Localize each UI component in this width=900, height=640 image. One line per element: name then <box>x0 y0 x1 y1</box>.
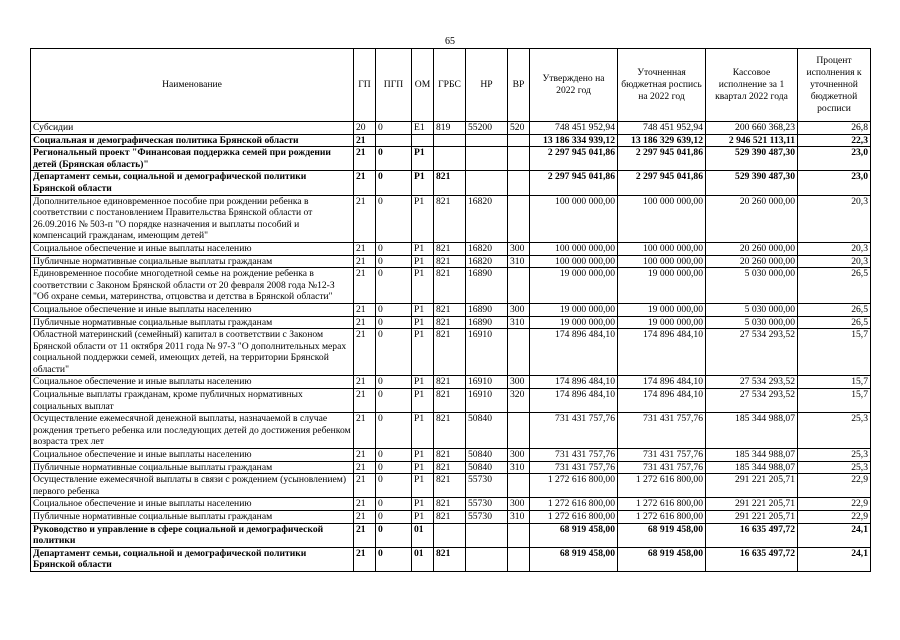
cell-gp: 21 <box>354 268 376 304</box>
cell-cash: 291 221 205,71 <box>706 511 798 524</box>
cell-cash: 5 030 000,00 <box>706 268 798 304</box>
cell-revised: 174 896 484,10 <box>618 376 706 389</box>
cell-cash: 5 030 000,00 <box>706 316 798 329</box>
cell-om: 01 <box>412 523 434 547</box>
cell-approved: 748 451 952,94 <box>530 122 618 135</box>
cell-approved: 13 186 334 939,12 <box>530 134 618 147</box>
cell-om: Р1 <box>412 498 434 511</box>
cell-gp: 21 <box>354 134 376 147</box>
table-header-row <box>31 49 871 122</box>
cell-approved: 100 000 000,00 <box>530 195 618 242</box>
table-row <box>31 134 871 147</box>
table-row <box>31 389 871 413</box>
cell-vr: 310 <box>508 461 530 474</box>
cell-name: Руководство и управление в сфере социальной и демографической политики <box>31 523 354 547</box>
cell-grbs: 821 <box>434 449 466 462</box>
cell-name: Публичные нормативные социальные выплаты гражданам <box>31 255 354 268</box>
cell-name: Публичные нормативные социальные выплаты гражданам <box>31 461 354 474</box>
cell-om: Р1 <box>412 449 434 462</box>
cell-approved: 174 896 484,10 <box>530 389 618 413</box>
cell-revised: 748 451 952,94 <box>618 122 706 135</box>
cell-nr: 55730 <box>466 474 508 498</box>
cell-pgp: 0 <box>376 329 412 376</box>
table-row <box>31 547 871 571</box>
cell-cash: 16 635 497,72 <box>706 547 798 571</box>
cell-om: Р1 <box>412 474 434 498</box>
cell-percent: 20,3 <box>798 255 871 268</box>
cell-percent: 15,7 <box>798 329 871 376</box>
header-approved: Утверждено на 2022 год <box>530 49 618 122</box>
cell-cash: 529 390 487,30 <box>706 171 798 195</box>
cell-cash: 20 260 000,00 <box>706 195 798 242</box>
cell-cash: 185 344 988,07 <box>706 413 798 449</box>
cell-name: Осуществление ежемесячной денежной выплаты, назначаемой в случае рождения третьего ребенка или последующих детей до достижения ребенком возраста трех лет <box>31 413 354 449</box>
cell-vr: 520 <box>508 122 530 135</box>
cell-gp: 21 <box>354 242 376 255</box>
cell-name: Субсидии <box>31 122 354 135</box>
cell-nr: 50840 <box>466 449 508 462</box>
table-row <box>31 316 871 329</box>
table-row <box>31 376 871 389</box>
cell-vr: 300 <box>508 449 530 462</box>
cell-nr: 55730 <box>466 511 508 524</box>
cell-nr: 16820 <box>466 242 508 255</box>
cell-cash: 200 660 368,23 <box>706 122 798 135</box>
cell-nr: 50840 <box>466 461 508 474</box>
cell-vr <box>508 523 530 547</box>
cell-revised: 2 297 945 041,86 <box>618 147 706 171</box>
cell-cash: 20 260 000,00 <box>706 242 798 255</box>
table-row <box>31 268 871 304</box>
cell-percent: 24,1 <box>798 547 871 571</box>
cell-percent: 15,7 <box>798 376 871 389</box>
cell-revised: 19 000 000,00 <box>618 268 706 304</box>
cell-revised: 19 000 000,00 <box>618 316 706 329</box>
cell-vr <box>508 195 530 242</box>
table-row <box>31 171 871 195</box>
cell-percent: 25,3 <box>798 461 871 474</box>
cell-grbs <box>434 134 466 147</box>
cell-om: Р1 <box>412 511 434 524</box>
cell-name: Социальное обеспечение и иные выплаты населению <box>31 449 354 462</box>
cell-name: Региональный проект "Финансовая поддержка семей при рождении детей (Брянская область)" <box>31 147 354 171</box>
cell-revised: 731 431 757,76 <box>618 461 706 474</box>
cell-approved: 731 431 757,76 <box>530 413 618 449</box>
table-row <box>31 255 871 268</box>
cell-grbs: 821 <box>434 303 466 316</box>
cell-nr <box>466 547 508 571</box>
cell-name: Социальное обеспечение и иные выплаты населению <box>31 242 354 255</box>
cell-revised: 731 431 757,76 <box>618 413 706 449</box>
cell-gp: 21 <box>354 316 376 329</box>
cell-nr: 16910 <box>466 376 508 389</box>
cell-pgp: 0 <box>376 316 412 329</box>
cell-cash: 16 635 497,72 <box>706 523 798 547</box>
cell-grbs: 821 <box>434 389 466 413</box>
cell-pgp: 0 <box>376 461 412 474</box>
cell-cash: 2 946 521 113,11 <box>706 134 798 147</box>
cell-vr <box>508 329 530 376</box>
cell-om: Р1 <box>412 195 434 242</box>
cell-gp: 21 <box>354 171 376 195</box>
cell-approved: 1 272 616 800,00 <box>530 511 618 524</box>
cell-cash: 185 344 988,07 <box>706 461 798 474</box>
cell-grbs <box>434 523 466 547</box>
cell-vr: 310 <box>508 511 530 524</box>
cell-gp: 21 <box>354 329 376 376</box>
cell-cash: 529 390 487,30 <box>706 147 798 171</box>
cell-revised: 100 000 000,00 <box>618 195 706 242</box>
cell-pgp: 0 <box>376 268 412 304</box>
cell-percent: 20,3 <box>798 195 871 242</box>
cell-grbs: 821 <box>434 255 466 268</box>
cell-percent: 23,0 <box>798 171 871 195</box>
cell-vr <box>508 171 530 195</box>
cell-nr <box>466 134 508 147</box>
cell-om: 01 <box>412 547 434 571</box>
cell-cash: 27 534 293,52 <box>706 376 798 389</box>
cell-vr: 310 <box>508 316 530 329</box>
cell-revised: 19 000 000,00 <box>618 303 706 316</box>
cell-nr: 16820 <box>466 195 508 242</box>
cell-gp: 21 <box>354 547 376 571</box>
cell-vr: 300 <box>508 376 530 389</box>
cell-gp: 21 <box>354 195 376 242</box>
cell-pgp: 0 <box>376 523 412 547</box>
cell-grbs: 821 <box>434 171 466 195</box>
cell-pgp: 0 <box>376 449 412 462</box>
cell-name: Публичные нормативные социальные выплаты гражданам <box>31 316 354 329</box>
cell-gp: 21 <box>354 449 376 462</box>
cell-pgp: 0 <box>376 498 412 511</box>
cell-approved: 68 919 458,00 <box>530 523 618 547</box>
cell-om: Р1 <box>412 316 434 329</box>
cell-vr <box>508 474 530 498</box>
cell-pgp: 0 <box>376 171 412 195</box>
cell-nr <box>466 147 508 171</box>
cell-percent: 15,7 <box>798 389 871 413</box>
cell-vr: 310 <box>508 255 530 268</box>
cell-vr <box>508 413 530 449</box>
header-cash: Кассовое исполнение за 1 квартал 2022 года <box>706 49 798 122</box>
cell-gp: 21 <box>354 303 376 316</box>
cell-cash: 291 221 205,71 <box>706 474 798 498</box>
page-number: 65 <box>445 36 455 47</box>
cell-percent: 22,9 <box>798 511 871 524</box>
cell-cash: 27 534 293,52 <box>706 329 798 376</box>
cell-pgp: 0 <box>376 303 412 316</box>
budget-table <box>30 48 871 572</box>
cell-percent: 26,5 <box>798 303 871 316</box>
header-gp: ГП <box>354 49 376 122</box>
cell-grbs: 821 <box>434 511 466 524</box>
cell-pgp: 0 <box>376 389 412 413</box>
cell-grbs: 821 <box>434 329 466 376</box>
cell-approved: 100 000 000,00 <box>530 242 618 255</box>
header-percent: Процент исполнения к уточненной бюджетной росписи <box>798 49 871 122</box>
cell-percent: 23,0 <box>798 147 871 171</box>
cell-gp: 21 <box>354 255 376 268</box>
cell-cash: 20 260 000,00 <box>706 255 798 268</box>
cell-name: Департамент семьи, социальной и демографической политики Брянской области <box>31 547 354 571</box>
header-nr: НР <box>466 49 508 122</box>
cell-name: Департамент семьи, социальной и демографической политики Брянской области <box>31 171 354 195</box>
cell-grbs: 821 <box>434 474 466 498</box>
cell-cash: 185 344 988,07 <box>706 449 798 462</box>
cell-name: Социальное обеспечение и иные выплаты населению <box>31 303 354 316</box>
cell-cash: 27 534 293,52 <box>706 389 798 413</box>
cell-name: Областной материнский (семейный) капитал в соответствии с Законом Брянской области от 11 октября 2011 года № 97-З "О дополнительных мерах социальной поддержки семей, имеющих детей, на территории Брянской области" <box>31 329 354 376</box>
cell-approved: 19 000 000,00 <box>530 316 618 329</box>
cell-gp: 21 <box>354 474 376 498</box>
cell-pgp: 0 <box>376 255 412 268</box>
cell-pgp: 0 <box>376 376 412 389</box>
cell-grbs: 821 <box>434 498 466 511</box>
cell-percent: 22,3 <box>798 134 871 147</box>
table-row <box>31 122 871 135</box>
cell-percent: 20,3 <box>798 242 871 255</box>
table-row <box>31 195 871 242</box>
table-row <box>31 498 871 511</box>
cell-pgp <box>376 134 412 147</box>
cell-revised: 731 431 757,76 <box>618 449 706 462</box>
cell-gp: 21 <box>354 461 376 474</box>
cell-approved: 100 000 000,00 <box>530 255 618 268</box>
cell-pgp: 0 <box>376 547 412 571</box>
cell-gp: 21 <box>354 523 376 547</box>
cell-om: Р1 <box>412 255 434 268</box>
cell-nr: 16890 <box>466 316 508 329</box>
cell-approved: 68 919 458,00 <box>530 547 618 571</box>
cell-vr <box>508 268 530 304</box>
cell-name: Дополнительное единовременное пособие при рождении ребенка в соответствии с постановлением Правительства Брянской области от 26.09.2016 № 503-п "О порядке назначения и выплаты пособий и компенсаций гражданам, имеющим детей" <box>31 195 354 242</box>
cell-om: Р1 <box>412 389 434 413</box>
cell-grbs: 821 <box>434 195 466 242</box>
cell-grbs <box>434 147 466 171</box>
cell-pgp: 0 <box>376 147 412 171</box>
cell-vr: 300 <box>508 498 530 511</box>
cell-vr: 300 <box>508 303 530 316</box>
table-body <box>31 122 871 572</box>
table-row <box>31 511 871 524</box>
cell-revised: 1 272 616 800,00 <box>618 511 706 524</box>
cell-gp: 20 <box>354 122 376 135</box>
cell-vr <box>508 547 530 571</box>
cell-percent: 26,5 <box>798 316 871 329</box>
cell-om: Р1 <box>412 242 434 255</box>
cell-revised: 2 297 945 041,86 <box>618 171 706 195</box>
cell-nr: 16820 <box>466 255 508 268</box>
cell-vr <box>508 134 530 147</box>
cell-revised: 1 272 616 800,00 <box>618 498 706 511</box>
cell-percent: 26,8 <box>798 122 871 135</box>
cell-gp: 21 <box>354 511 376 524</box>
table-row <box>31 329 871 376</box>
cell-pgp: 0 <box>376 474 412 498</box>
table-row <box>31 147 871 171</box>
cell-om: Р1 <box>412 147 434 171</box>
cell-gp: 21 <box>354 413 376 449</box>
cell-om: Р1 <box>412 303 434 316</box>
header-revised: Уточненная бюджетная роспись на 2022 год <box>618 49 706 122</box>
table-row <box>31 413 871 449</box>
cell-grbs: 821 <box>434 547 466 571</box>
cell-om: Р1 <box>412 171 434 195</box>
cell-revised: 174 896 484,10 <box>618 389 706 413</box>
cell-nr: 16910 <box>466 389 508 413</box>
cell-grbs: 821 <box>434 376 466 389</box>
cell-name: Публичные нормативные социальные выплаты гражданам <box>31 511 354 524</box>
cell-pgp: 0 <box>376 242 412 255</box>
cell-nr: 55200 <box>466 122 508 135</box>
cell-pgp: 0 <box>376 122 412 135</box>
cell-vr: 300 <box>508 242 530 255</box>
cell-approved: 19 000 000,00 <box>530 268 618 304</box>
cell-name: Социальная и демографическая политика Брянской области <box>31 134 354 147</box>
cell-grbs: 821 <box>434 461 466 474</box>
cell-revised: 13 186 329 639,12 <box>618 134 706 147</box>
cell-om: Е1 <box>412 122 434 135</box>
cell-pgp: 0 <box>376 195 412 242</box>
cell-om: Р1 <box>412 413 434 449</box>
cell-approved: 731 431 757,76 <box>530 461 618 474</box>
cell-approved: 2 297 945 041,86 <box>530 171 618 195</box>
cell-approved: 174 896 484,10 <box>530 329 618 376</box>
cell-approved: 731 431 757,76 <box>530 449 618 462</box>
cell-approved: 2 297 945 041,86 <box>530 147 618 171</box>
cell-revised: 100 000 000,00 <box>618 255 706 268</box>
cell-om: Р1 <box>412 268 434 304</box>
cell-percent: 26,5 <box>798 268 871 304</box>
cell-name: Социальное обеспечение и иные выплаты населению <box>31 376 354 389</box>
header-name: Наименование <box>31 49 354 122</box>
cell-grbs: 821 <box>434 242 466 255</box>
cell-nr: 16890 <box>466 303 508 316</box>
cell-grbs: 819 <box>434 122 466 135</box>
header-grbs: ГРБС <box>434 49 466 122</box>
cell-pgp: 0 <box>376 413 412 449</box>
cell-percent: 24,1 <box>798 523 871 547</box>
cell-percent: 25,3 <box>798 413 871 449</box>
cell-approved: 1 272 616 800,00 <box>530 498 618 511</box>
cell-nr <box>466 523 508 547</box>
cell-nr <box>466 171 508 195</box>
table-row <box>31 449 871 462</box>
cell-nr: 16910 <box>466 329 508 376</box>
table-row <box>31 461 871 474</box>
cell-percent: 22,9 <box>798 498 871 511</box>
cell-gp: 21 <box>354 389 376 413</box>
cell-name: Единовременное пособие многодетной семье на рождение ребенка в соответствии с Законом Брянской области от 20 февраля 2008 года №12-З "Об охране семьи, материнства, отцовства и детства в Брянской области" <box>31 268 354 304</box>
cell-revised: 100 000 000,00 <box>618 242 706 255</box>
cell-approved: 174 896 484,10 <box>530 376 618 389</box>
cell-om: Р1 <box>412 461 434 474</box>
cell-percent: 25,3 <box>798 449 871 462</box>
cell-nr: 55730 <box>466 498 508 511</box>
cell-gp: 21 <box>354 147 376 171</box>
cell-om <box>412 134 434 147</box>
cell-pgp: 0 <box>376 511 412 524</box>
cell-revised: 174 896 484,10 <box>618 329 706 376</box>
cell-gp: 21 <box>354 498 376 511</box>
table-row <box>31 523 871 547</box>
cell-revised: 68 919 458,00 <box>618 547 706 571</box>
cell-vr: 320 <box>508 389 530 413</box>
cell-name: Социальное обеспечение и иные выплаты населению <box>31 498 354 511</box>
cell-om: Р1 <box>412 329 434 376</box>
cell-grbs: 821 <box>434 316 466 329</box>
header-vr: ВР <box>508 49 530 122</box>
cell-approved: 1 272 616 800,00 <box>530 474 618 498</box>
cell-grbs: 821 <box>434 268 466 304</box>
cell-name: Социальные выплаты гражданам, кроме публичных нормативных социальных выплат <box>31 389 354 413</box>
cell-percent: 22,9 <box>798 474 871 498</box>
cell-vr <box>508 147 530 171</box>
cell-cash: 5 030 000,00 <box>706 303 798 316</box>
cell-gp: 21 <box>354 376 376 389</box>
cell-nr: 50840 <box>466 413 508 449</box>
cell-nr: 16890 <box>466 268 508 304</box>
cell-om: Р1 <box>412 376 434 389</box>
table-row <box>31 474 871 498</box>
cell-name: Осуществление ежемесячной выплаты в связи с рождением (усыновлением) первого ребенка <box>31 474 354 498</box>
header-om: ОМ <box>412 49 434 122</box>
cell-approved: 19 000 000,00 <box>530 303 618 316</box>
table-row <box>31 303 871 316</box>
cell-grbs: 821 <box>434 413 466 449</box>
header-pgp: ПГП <box>376 49 412 122</box>
table-row <box>31 242 871 255</box>
cell-revised: 1 272 616 800,00 <box>618 474 706 498</box>
cell-revised: 68 919 458,00 <box>618 523 706 547</box>
cell-cash: 291 221 205,71 <box>706 498 798 511</box>
